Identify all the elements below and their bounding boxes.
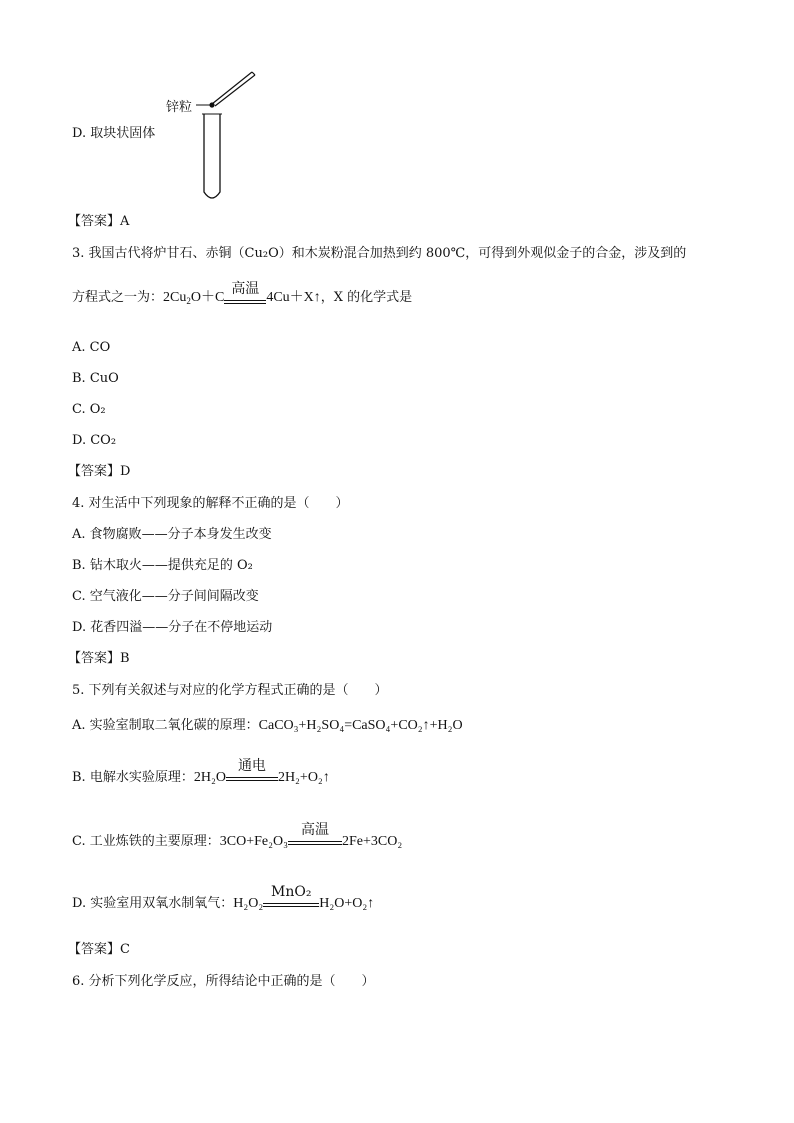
q3-option-b: B. CuO <box>72 371 119 386</box>
q4-answer: 【答案】B <box>68 651 130 666</box>
q5-option-d: D. 实验室用双氧水制氧气：H₂O₂ MnO₂ H₂O+O₂↑ <box>72 884 375 911</box>
q2-option-d: D. 取块状固体 <box>72 126 156 141</box>
q3-suffix: ，X 的化学式是 <box>320 290 413 305</box>
q5-d-condition: MnO₂ <box>263 903 319 912</box>
q4-option-b: B. 钻木取火——提供充足的 O₂ <box>72 558 253 573</box>
q3-stem-line1: 3. 我国古代将炉甘石、赤铜（Cu₂O）和木炭粉混合加热到约 800℃，可得到外观似金子的合金，涉及到的 <box>72 246 687 261</box>
q5-option-c: C. 工业炼铁的主要原理：3CO+Fe₂O₃ 高温 2Fe+3CO₂ <box>72 822 403 849</box>
q4-option-a: A. 食物腐败——分子本身发生改变 <box>72 527 272 542</box>
q5-stem: 5. 下列有关叙述与对应的化学方程式正确的是（ ） <box>72 683 388 698</box>
test-tube-figure <box>160 66 270 210</box>
q5-option-b: B. 电解水实验原理：2H₂O 通电 2H₂+O₂↑ <box>72 758 330 785</box>
q6-stem: 6. 分析下列化学反应，所得结论中正确的是（ ） <box>72 974 375 989</box>
q3-stem-line2 <box>72 281 413 309</box>
q3-rhs: 4Cu＋X↑ <box>266 290 321 305</box>
q4-option-d: D. 花香四溢——分子在不停地运动 <box>72 620 273 635</box>
q5-a-equation: CaCO₃+H₂SO₄=CaSO₄+CO₂↑+H₂O <box>258 718 463 733</box>
q3-option-c: C. O₂ <box>72 402 106 417</box>
q5-answer: 【答案】C <box>68 942 130 957</box>
q4-stem: 4. 对生活中下列现象的解释不正确的是（ ） <box>72 496 349 511</box>
q3-answer: 【答案】D <box>68 464 131 479</box>
zinc-label: 锌粒 <box>166 100 193 115</box>
q5-c-condition: 高温 <box>288 841 342 850</box>
q3-prefix: 方程式之一为： <box>72 290 164 305</box>
q4-option-c: C. 空气液化——分子间间隔改变 <box>72 589 259 604</box>
q3-option-a: A. CO <box>72 340 111 355</box>
q3-option-d: D. CO₂ <box>72 433 117 448</box>
q3-condition: 高温 <box>224 300 266 309</box>
q2-answer: 【答案】A <box>68 214 130 229</box>
q5-option-a: A. 实验室制取二氧化碳的原理：CaCO₃+H₂SO₄=CaSO₄+CO₂↑+H₂O <box>72 718 463 733</box>
q5-b-condition: 通电 <box>226 777 278 786</box>
q3-lhs: $2Cu_2O+C$ <box>163 290 225 306</box>
test-tube-diagram <box>160 66 270 206</box>
